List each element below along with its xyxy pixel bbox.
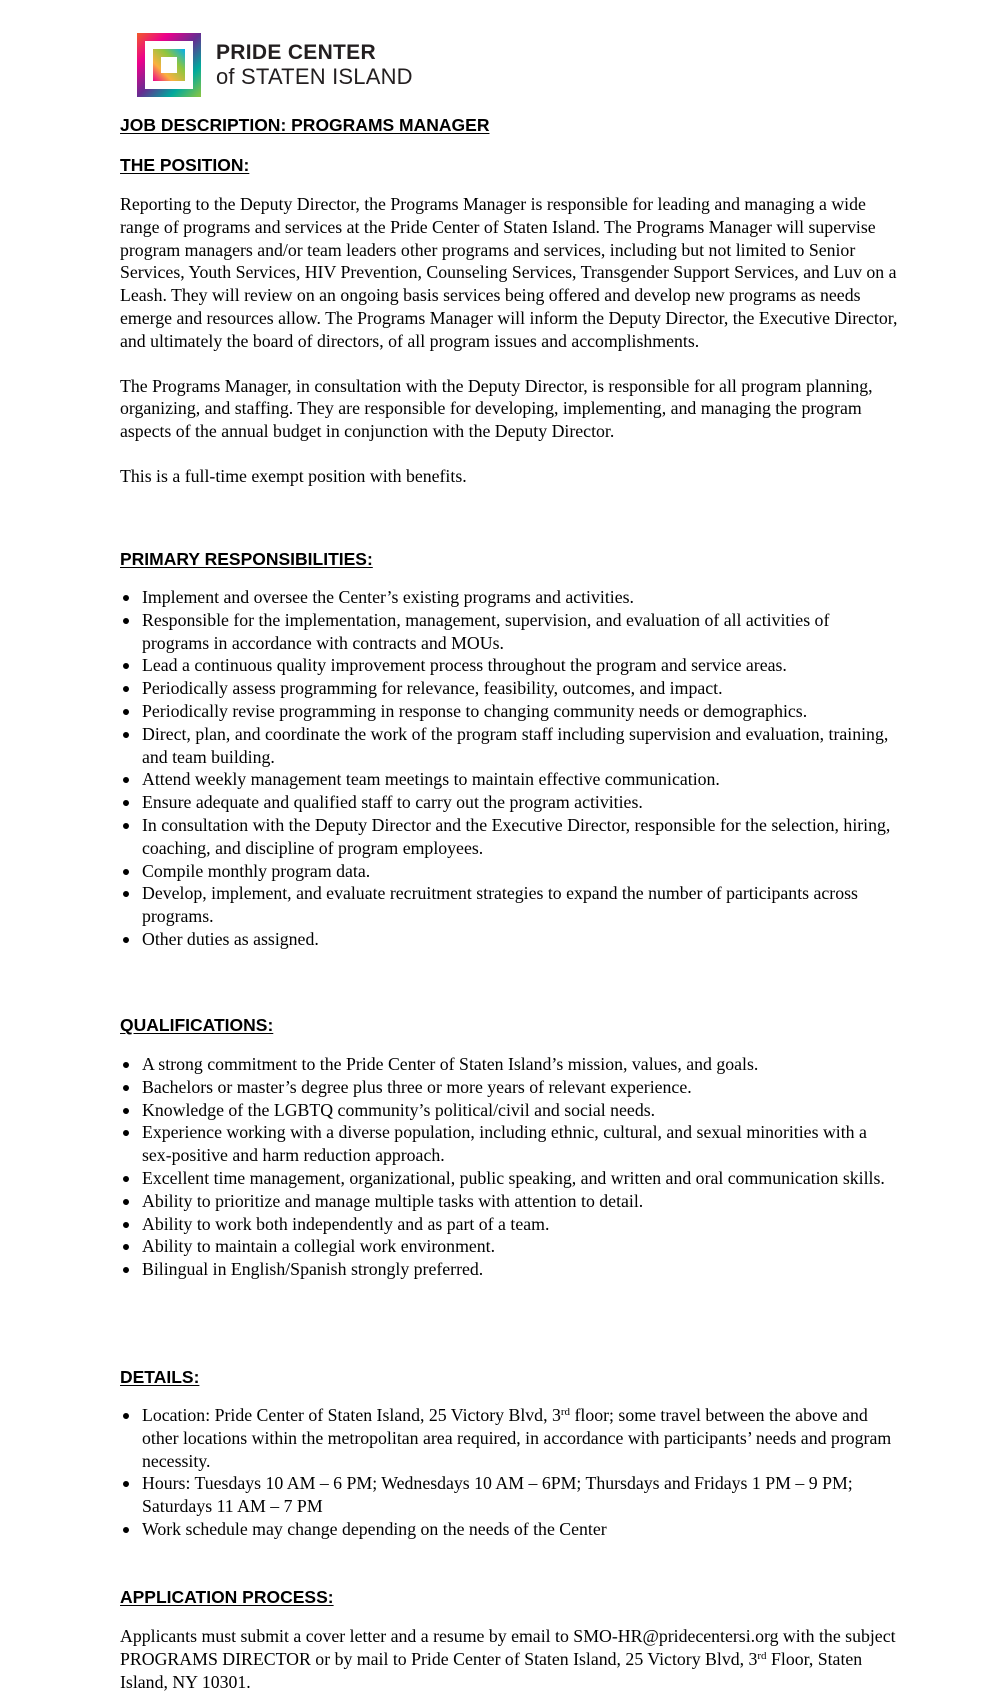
list-item: Knowledge of the LGBTQ community’s political/civil and social needs.: [120, 1099, 900, 1122]
application-text-end: Floor, Staten Island, NY 10301.: [120, 1648, 863, 1692]
list-item: Excellent time management, organizational, public speaking, and written and oral communication skills.: [120, 1167, 900, 1190]
list-item: Direct, plan, and coordinate the work of the program staff including supervision and evaluation, training, and team building.: [120, 723, 900, 769]
list-item: Other duties as assigned.: [120, 928, 900, 951]
ordinal-suffix: rd: [757, 1649, 767, 1662]
list-item: Lead a continuous quality improvement process throughout the program and service areas.: [120, 654, 900, 677]
position-paragraph: Reporting to the Deputy Director, the Programs Manager is responsible for leading and managing a wide range of programs and services at the Pride Center of Staten Island. The Programs Manager will supervise program managers and/or team leaders other programs and services, including but not limited to Senior Services, Youth Services, HIV Prevention, Counseling Services, Transgender Support Services, and Luv on a Leash. They will review on an ongoing basis services being offered and develop new programs as needs emerge and resources allow. The Programs Manager will inform the Deputy Director, the Executive Director, and ultimately the board of directors, of all program issues and accomplishments.: [120, 194, 898, 351]
qualifications-list: [120, 1053, 900, 1281]
list-item: Compile monthly program data.: [120, 860, 900, 883]
list-item: Ability to work both independently and as part of a team.: [120, 1213, 900, 1236]
pride-center-logo: [133, 29, 413, 101]
pride-center-logo-icon: [133, 29, 205, 101]
hours-item: Hours: Tuesdays 10 AM – 6 PM; Wednesdays 10 AM – 6PM; Thursdays and Fridays 1 PM – 9 PM; Saturdays 11 AM – 7 PM: [120, 1472, 900, 1518]
list-item: Periodically assess programming for relevance, feasibility, outcomes, and impact.: [120, 677, 900, 700]
qualifications-heading: QUALIFICATIONS:: [120, 1015, 274, 1035]
list-item: Responsible for the implementation, management, supervision, and evaluation of all activities of programs in accordance with contracts and MOUs.: [120, 609, 900, 655]
qualifications-section: [120, 1053, 900, 1281]
list-item: Bilingual in English/Spanish strongly preferred.: [120, 1258, 900, 1281]
details-heading: DETAILS:: [120, 1367, 200, 1387]
location-text: Location: Pride Center of Staten Island, 25 Victory Blvd, 3: [142, 1405, 561, 1425]
position-section: [120, 193, 900, 488]
list-item: Periodically revise programming in response to changing community needs or demographics.: [120, 700, 900, 723]
list-item: Develop, implement, and evaluate recruitment strategies to expand the number of participants across programs.: [120, 882, 900, 928]
location-text-rest: floor; some travel between the above and other locations within the metropolitan area required, in accordance with participants’ needs and program necessity.: [142, 1405, 892, 1471]
ordinal-suffix: rd: [560, 1406, 571, 1418]
position-heading: THE POSITION:: [120, 155, 250, 175]
list-item: Ability to prioritize and manage multiple tasks with attention to detail.: [120, 1190, 900, 1213]
position-paragraph: This is a full-time exempt position with benefits.: [120, 465, 467, 486]
location-item: [120, 1404, 900, 1472]
list-item: A strong commitment to the Pride Center of Staten Island’s mission, values, and goals.: [120, 1053, 900, 1076]
logo-title: PRIDE CENTER: [216, 41, 376, 64]
responsibilities-section: [120, 586, 900, 951]
list-item: In consultation with the Deputy Director and the Executive Director, responsible for the selection, hiring, coaching, and discipline of program employees.: [120, 814, 900, 860]
document-title: JOB DESCRIPTION: PROGRAMS MANAGER: [120, 115, 490, 135]
details-list: [120, 1404, 900, 1541]
application-heading: APPLICATION PROCESS:: [120, 1587, 334, 1607]
list-item: Ability to maintain a collegial work environment.: [120, 1235, 900, 1258]
list-item: Bachelors or master’s degree plus three or more years of relevant experience.: [120, 1076, 900, 1099]
list-item: Attend weekly management team meetings to maintain effective communication.: [120, 768, 900, 791]
list-item: Experience working with a diverse population, including ethnic, cultural, and sexual minorities with a sex-positive and harm reduction approach.: [120, 1121, 900, 1167]
application-text-start: Applicants must submit a cover letter and a resume by email to SMO-HR@pridecentersi.org with the subject PROGRAMS DIRECTOR or by mail to Pride Center of Staten Island, 25 Victory Blvd, 3: [120, 1626, 896, 1669]
details-section: [120, 1404, 900, 1541]
logo-subtitle: of STATEN ISLAND: [216, 64, 413, 89]
position-paragraph: The Programs Manager, in consultation with the Deputy Director, is responsible for all program planning, organizing, and staffing. They are responsible for developing, implementing, and managing the program aspects of the annual budget in conjunction with the Deputy Director.: [120, 375, 873, 442]
responsibilities-heading: PRIMARY RESPONSIBILITIES:: [120, 549, 373, 569]
application-text: [120, 1625, 900, 1693]
responsibilities-list: [120, 586, 900, 951]
list-item: Implement and oversee the Center’s existing programs and activities.: [120, 586, 900, 609]
schedule-item: Work schedule may change depending on the needs of the Center: [120, 1518, 900, 1541]
list-item: Ensure adequate and qualified staff to carry out the program activities.: [120, 791, 900, 814]
application-section: [120, 1625, 900, 1693]
